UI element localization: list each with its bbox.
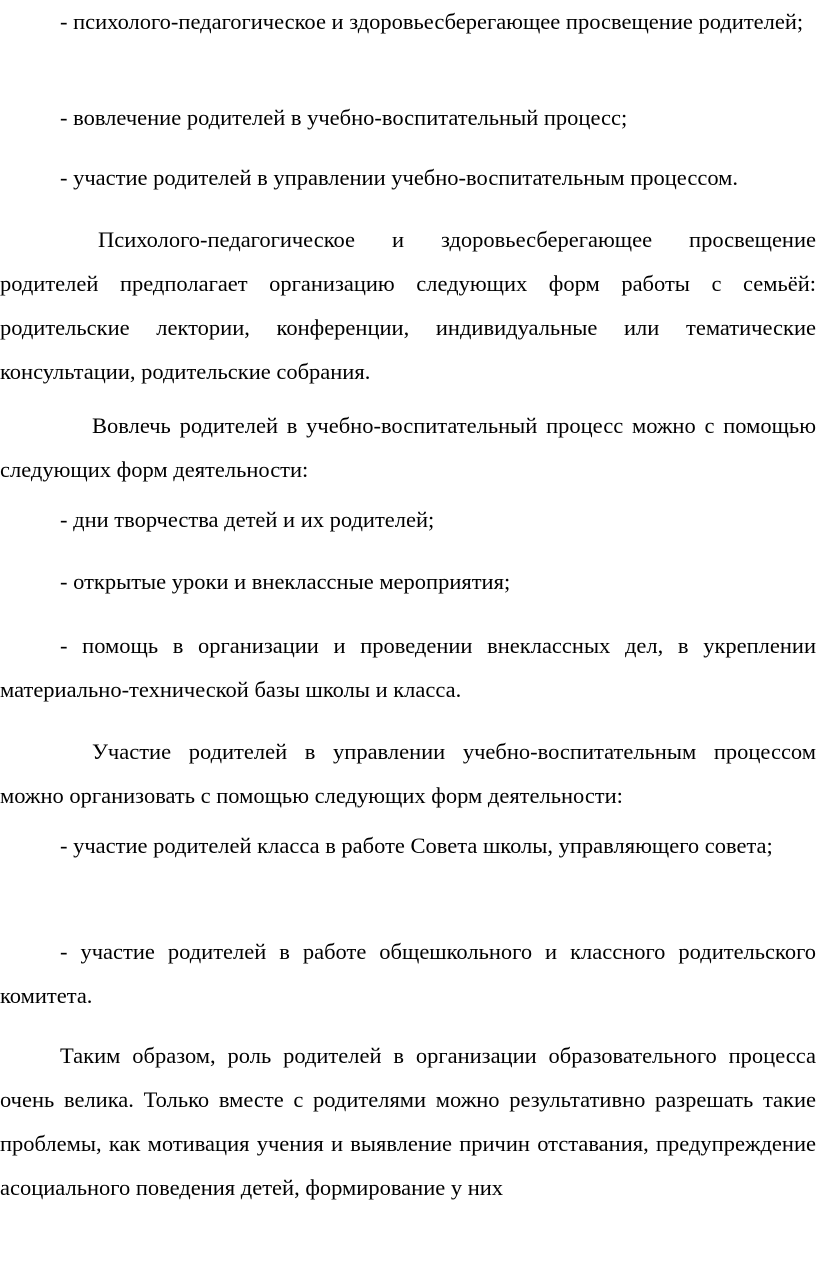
list-item-parent-committee: - участие родителей в работе общешкольного и классного родительского комитета. (0, 939, 816, 1008)
paragraph-education-forms: Психолого-педагогическое и здоровьесберегающее просвещение родителей предполагает организацию следующих форм работы с семьёй: родительские лектории, конференции, индивидуальные или тематические консультации, родительские собрания. (0, 227, 816, 384)
paragraph-management-intro: Участие родителей в управлении учебно-воспитательным процессом можно организовать с помощью следующих форм деятельности: (0, 739, 816, 808)
list-item-assistance: - помощь в организации и проведении внеклассных дел, в укреплении материально-технической базы школы и класса. (0, 633, 816, 702)
list-item-open-lessons: - открытые уроки и внеклассные мероприятия; (60, 569, 511, 594)
list-item-school-council: - участие родителей класса в работе Совета школы, управляющего совета; (60, 833, 773, 858)
paragraph-involvement-intro: Вовлечь родителей в учебно-воспитательный процесс можно с помощью следующих форм деятельности: (0, 413, 816, 482)
list-item-creativity-days: - дни творчества детей и их родителей; (60, 507, 435, 532)
paragraph-conclusion: Таким образом, роль родителей в организации образовательного процесса очень велика. Только вместе с родителями можно результативно разрешать такие проблемы, как мотивация учения и выявление причин отставания, предупреждение асоциального поведения детей, формирование у них (0, 1043, 816, 1200)
list-item-parent-involvement: - вовлечение родителей в учебно-воспитательный процесс; (60, 105, 628, 130)
list-item-parent-participation: - участие родителей в управлении учебно-воспитательным процессом. (60, 165, 739, 190)
list-item-psychological-education: - психолого-педагогическое и здоровьесберегающее просвещение родителей; (60, 9, 804, 34)
